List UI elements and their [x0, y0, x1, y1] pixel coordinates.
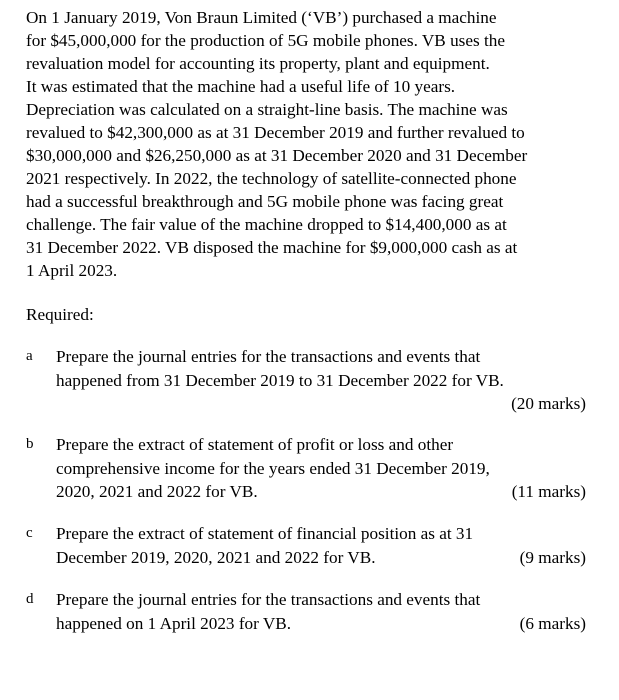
question-line: comprehensive income for the years ended 31 December 2019,: [56, 458, 490, 478]
question-line: Prepare the extract of statement of profit or loss and other: [56, 435, 454, 454]
scenario-line: 31 December 2022. VB disposed the machine for $9,000,000 cash as at: [26, 238, 518, 257]
scenario-line: challenge. The fair value of the machine dropped to $14,400,000 as at: [26, 215, 507, 234]
question-marks: (6 marks): [519, 613, 586, 633]
question-body: [56, 433, 586, 504]
question-line: 2020, 2021 and 2022 for VB.: [56, 482, 258, 501]
question-body: [56, 522, 586, 569]
question-marks: (20 marks): [511, 394, 586, 413]
question-line-with-marks: [56, 612, 586, 636]
question-line: Prepare the extract of statement of financial position as at 31: [56, 524, 474, 543]
scenario-line: Depreciation was calculated on a straight-line basis. The machine was: [26, 100, 508, 119]
scenario-line: for $45,000,000 for the production of 5G mobile phones. VB uses the: [26, 31, 505, 50]
question-line: happened on 1 April 2023 for VB.: [56, 613, 292, 633]
scenario-line: 2021 respectively. In 2022, the technology of satellite-connected phone: [26, 169, 517, 188]
scenario-line: $30,000,000 and $26,250,000 as at 31 December 2020 and 31 December: [26, 146, 528, 165]
question-letter: b: [26, 436, 34, 452]
scenario-line: 1 April 2023.: [26, 261, 118, 280]
question-body: [56, 345, 586, 416]
question-letter: d: [26, 591, 34, 607]
question-marks: (9 marks): [519, 547, 586, 567]
scenario-line: It was estimated that the machine had a useful life of 10 years.: [26, 77, 456, 96]
question-letter: a: [26, 348, 33, 364]
question-line: December 2019, 2020, 2021 and 2022 for VB.: [56, 547, 376, 567]
question-scenario: [26, 6, 596, 282]
question-line: Prepare the journal entries for the transactions and events that: [56, 347, 481, 366]
question-body: [56, 588, 586, 635]
question-line: Prepare the journal entries for the transactions and events that: [56, 590, 481, 609]
marks-row: [56, 392, 586, 416]
scenario-line: revalued to $42,300,000 as at 31 December 2019 and further revalued to: [26, 123, 525, 142]
question-line-with-marks: [56, 546, 586, 570]
question-letter: c: [26, 525, 33, 541]
scenario-line: revaluation model for accounting its property, plant and equipment.: [26, 54, 490, 73]
question-line-with-marks: [56, 480, 586, 504]
scenario-line: had a successful breakthrough and 5G mobile phone was facing great: [26, 192, 504, 211]
question-line: happened from 31 December 2019 to 31 December 2022 for VB.: [56, 370, 504, 390]
scenario-line: On 1 January 2019, Von Braun Limited (‘VB’) purchased a machine: [26, 8, 497, 27]
question-marks: (11 marks): [511, 482, 586, 501]
required-heading: Required:: [26, 305, 94, 324]
